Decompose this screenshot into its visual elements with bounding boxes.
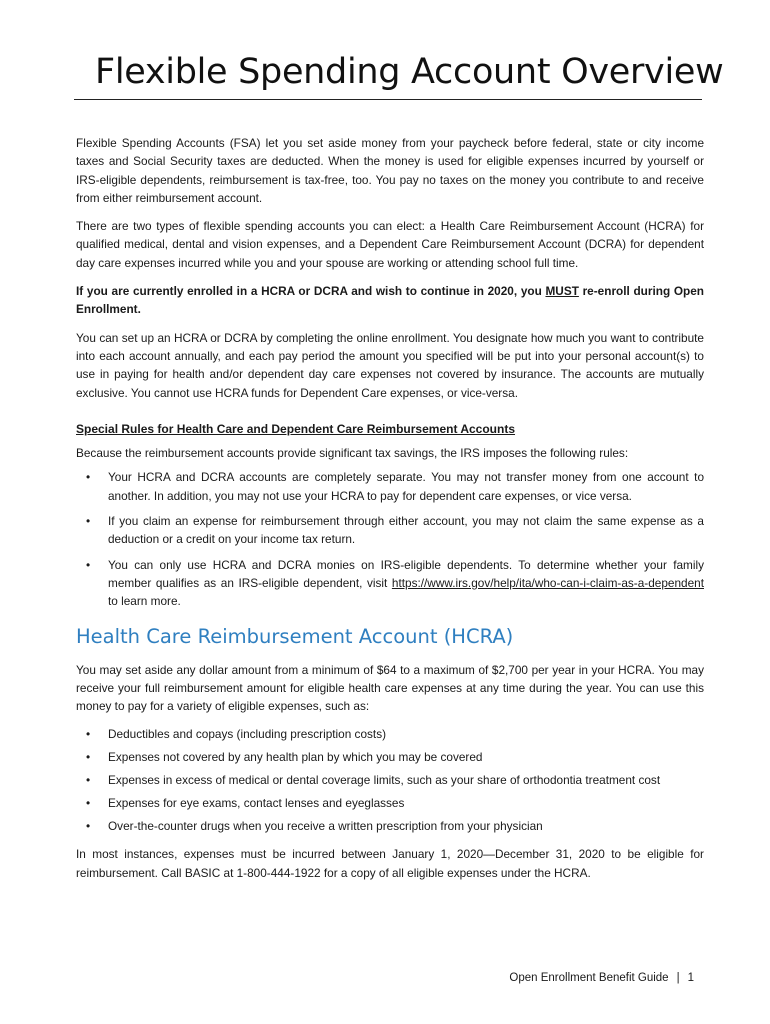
expense-item (76, 771, 704, 789)
rule-text-before: You can only use HCRA and DCRA monies on IRS-eligible dependents. To determine whether your family member qualifies as an IRS-eligible dependent, visit (108, 557, 704, 590)
intro-paragraph-1: Flexible Spending Accounts (FSA) let you set aside money from your paycheck before federal, state or city income taxes and Social Security taxes are deducted. When the money is used for eligible expenses incurred by yourself or IRS-eligible dependents, reimbursement is tax-free, too. You pay no taxes on the money you contribute to and receive from either reimbursement account. (76, 136, 704, 205)
expense-item (76, 794, 704, 812)
page-title: Flexible Spending Account Overview (95, 52, 724, 92)
hcra-heading: Health Care Reimbursement Account (HCRA) (76, 624, 514, 648)
rule-item (76, 556, 704, 611)
rule-text-after: to learn more. (108, 594, 181, 609)
expense-text: Expenses in excess of medical or dental coverage limits, such as your share of orthodontia treatment cost (108, 773, 661, 788)
reenroll-notice (76, 282, 704, 319)
rule-item (76, 468, 704, 505)
bullet-icon: • (86, 750, 91, 765)
page-footer (509, 972, 694, 984)
page-number: 1 (687, 972, 694, 984)
footer-separator: | (676, 972, 680, 984)
bullet-icon: • (86, 773, 91, 788)
special-rules-lead: Because the reimbursement accounts provide significant tax savings, the IRS imposes the following rules: (76, 446, 629, 461)
reenroll-notice-must: MUST (545, 284, 579, 299)
irs-dependent-link[interactable]: https://www.irs.gov/help/ita/who-can-i-claim-as-a-dependent (391, 575, 704, 590)
bullet-icon: • (86, 727, 91, 742)
rule-text: If you claim an expense for reimbursement through either account, you may not claim the same expense as a deduction or a credit on your income tax return. (108, 514, 704, 547)
bullet-icon: • (86, 514, 91, 529)
bullet-icon: • (86, 557, 91, 572)
reenroll-notice-before: If you are currently enrolled in a HCRA or DCRA and wish to continue in 2020, you (76, 284, 546, 299)
reenroll-notice-after: re-enroll during Open Enrollment. (76, 284, 705, 317)
hcra-paragraph-2: In most instances, expenses must be incurred between January 1, 2020—December 31, 2020 to be eligible for reimbursement. Call BASIC at 1-800-444-1922 for a copy of all eligible expenses under the HCRA. (76, 847, 704, 880)
rule-text: Your HCRA and DCRA accounts are completely separate. You may not transfer money from one account to another. In addition, you may not use your HCRA to pay for dependent care expenses, or vice versa. (108, 470, 704, 503)
expense-text: Deductibles and copays (including prescription costs) (108, 727, 387, 742)
expense-text: Expenses not covered by any health plan by which you may be covered (108, 750, 483, 765)
bullet-icon: • (86, 470, 91, 485)
hcra-paragraph-1: You may set aside any dollar amount from a minimum of $64 to a maximum of $2,700 per year in your HCRA. You may receive your full reimbursement amount for eligible health care expenses at any time during the year. You can use this money to pay for a variety of eligible expenses, such as: (76, 662, 704, 714)
rule-item (76, 512, 704, 549)
expense-text: Over-the-counter drugs when you receive a written prescription from your physician (108, 818, 543, 833)
expense-item (76, 725, 704, 743)
intro-paragraph-2: There are two types of flexible spending accounts you can elect: a Health Care Reimbursement Account (HCRA) for qualified medical, dental and vision expenses, and a Dependent Care Reimbursement Account (DCRA) for dependent day care expenses incurred while you and your spouse are working or attending school full time. (76, 219, 704, 270)
footer-guide-title: Open Enrollment Benefit Guide (509, 972, 669, 984)
bullet-icon: • (86, 796, 91, 811)
title-divider (74, 99, 702, 100)
expense-item (76, 748, 704, 766)
bullet-icon: • (86, 818, 91, 833)
intro-paragraph-3: You can set up an HCRA or DCRA by completing the online enrollment. You designate how much you want to contribute into each account annually, and each pay period the amount you specified will be put into your personal account(s) to use in paying for health and/or dependent day care expenses not covered by insurance. The accounts are mutually exclusive. You cannot use HCRA funds for Dependent Care expenses, or vice-versa. (76, 330, 704, 400)
expense-item (76, 817, 704, 835)
expense-text: Expenses for eye exams, contact lenses and eyeglasses (108, 796, 405, 811)
hcra-expense-list (76, 725, 704, 835)
special-rules-heading: Special Rules for Health Care and Dependent Care Reimbursement Accounts (76, 421, 516, 436)
special-rules-list (76, 468, 704, 610)
document-body (76, 134, 704, 892)
